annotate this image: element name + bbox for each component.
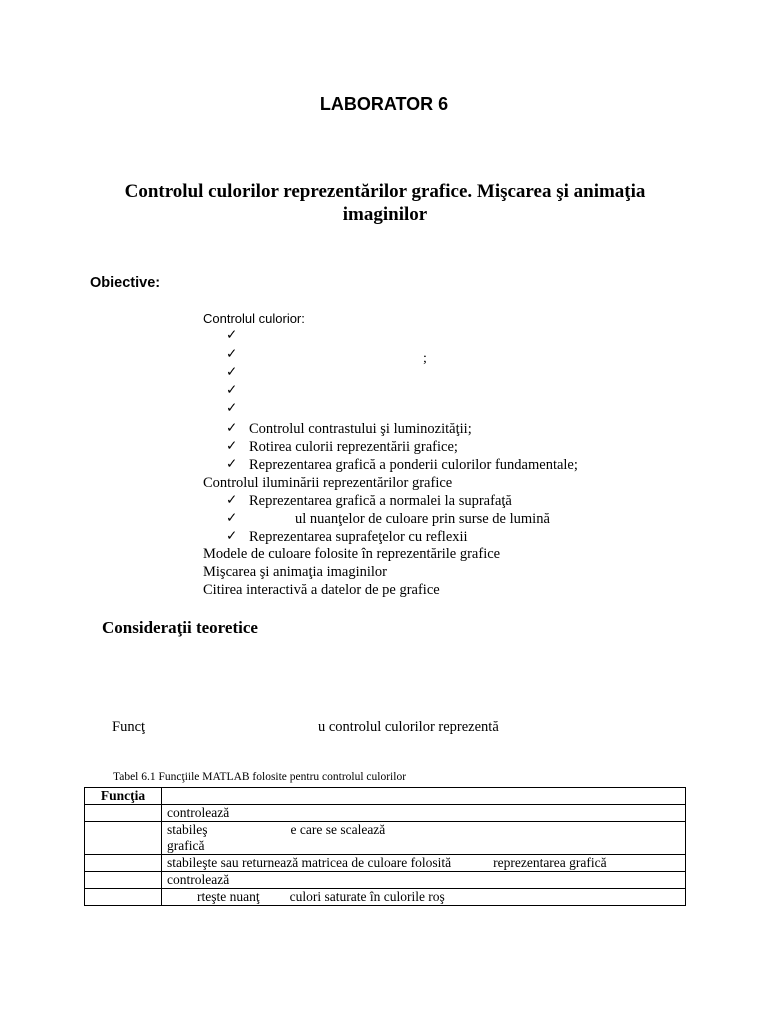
objective-item: Controlul contrastului şi luminozităţii;: [249, 421, 472, 437]
objective-lighting: Controlul iluminării reprezentărilor grafice: [203, 475, 453, 491]
table-row: [85, 889, 686, 906]
table-cell: controlează: [162, 872, 686, 889]
functions-table: [84, 787, 686, 906]
cell-text: grafică: [167, 838, 205, 853]
check-icon: ✓: [226, 364, 238, 379]
table-cell: [85, 855, 162, 872]
color-control-label: Controlul culorior:: [203, 311, 305, 326]
objective-item: Reprezentarea grafică a normalei la suprafaţă: [249, 493, 512, 509]
check-icon: ✓: [226, 438, 238, 453]
cell-text: rteşte nuanţ: [197, 889, 260, 904]
cell-text: stabileş: [167, 822, 208, 837]
objective-item: Rotirea culorii reprezentării grafice;: [249, 439, 458, 455]
table-cell: controlează: [162, 805, 686, 822]
table-cell: [85, 822, 162, 855]
objective-item: Modele de culoare folosite în reprezentările grafice: [203, 546, 501, 562]
table-row: [85, 872, 686, 889]
theory-heading: Consideraţii teoretice: [102, 618, 258, 637]
objectives-heading: Obiective:: [90, 275, 161, 291]
table-cell: [85, 872, 162, 889]
header-function: Funcţia: [85, 788, 162, 805]
lab-title: LABORATOR 6: [319, 94, 449, 114]
table-caption: Tabel 6.1 Funcţiile MATLAB folosite pentru controlul culorilor: [113, 771, 407, 783]
check-icon: ✓: [226, 420, 238, 435]
table-row: [85, 805, 686, 822]
semicolon: ;: [423, 351, 427, 366]
cell-text: culori saturate în culorile roş: [289, 889, 445, 904]
document-title: Controlul culorilor reprezentărilor grafice. Mişcarea şi animaţia imaginilor: [124, 181, 646, 225]
table-row: [85, 855, 686, 872]
objective-item: Mişcarea şi animaţia imaginilor: [203, 564, 388, 580]
objective-item: Reprezentarea grafică a ponderii culorilor fundamentale;: [249, 457, 578, 473]
check-icon: ✓: [226, 346, 238, 361]
check-icon: ✓: [226, 528, 238, 543]
table-header-row: [85, 788, 686, 805]
objective-item: ul nuanţelor de culoare prin surse de lumină: [295, 511, 550, 527]
table-cell: [162, 822, 686, 855]
header-description: [162, 788, 686, 805]
check-icon: ✓: [226, 382, 238, 397]
intro-text-start: Funcţ: [112, 719, 146, 735]
intro-text-end: u controlul culorilor reprezentă: [318, 719, 499, 735]
table-cell: [85, 889, 162, 906]
objective-item: Citirea interactivă a datelor de pe grafice: [203, 582, 440, 598]
check-icon: ✓: [226, 492, 238, 507]
cell-text: reprezentarea grafică: [493, 855, 607, 870]
check-icon: ✓: [226, 456, 238, 471]
cell-text: e care se scalează: [290, 822, 386, 837]
check-icon: ✓: [226, 327, 238, 342]
objective-item: Reprezentarea suprafeţelor cu reflexii: [249, 529, 468, 545]
table-cell: [162, 855, 686, 872]
cell-text: stabileşte sau returnează matricea de culoare folosită: [167, 855, 452, 870]
check-icon: ✓: [226, 510, 238, 525]
table-cell: [85, 805, 162, 822]
table-cell: [162, 889, 686, 906]
table-row: [85, 822, 686, 855]
check-icon: ✓: [226, 400, 238, 415]
